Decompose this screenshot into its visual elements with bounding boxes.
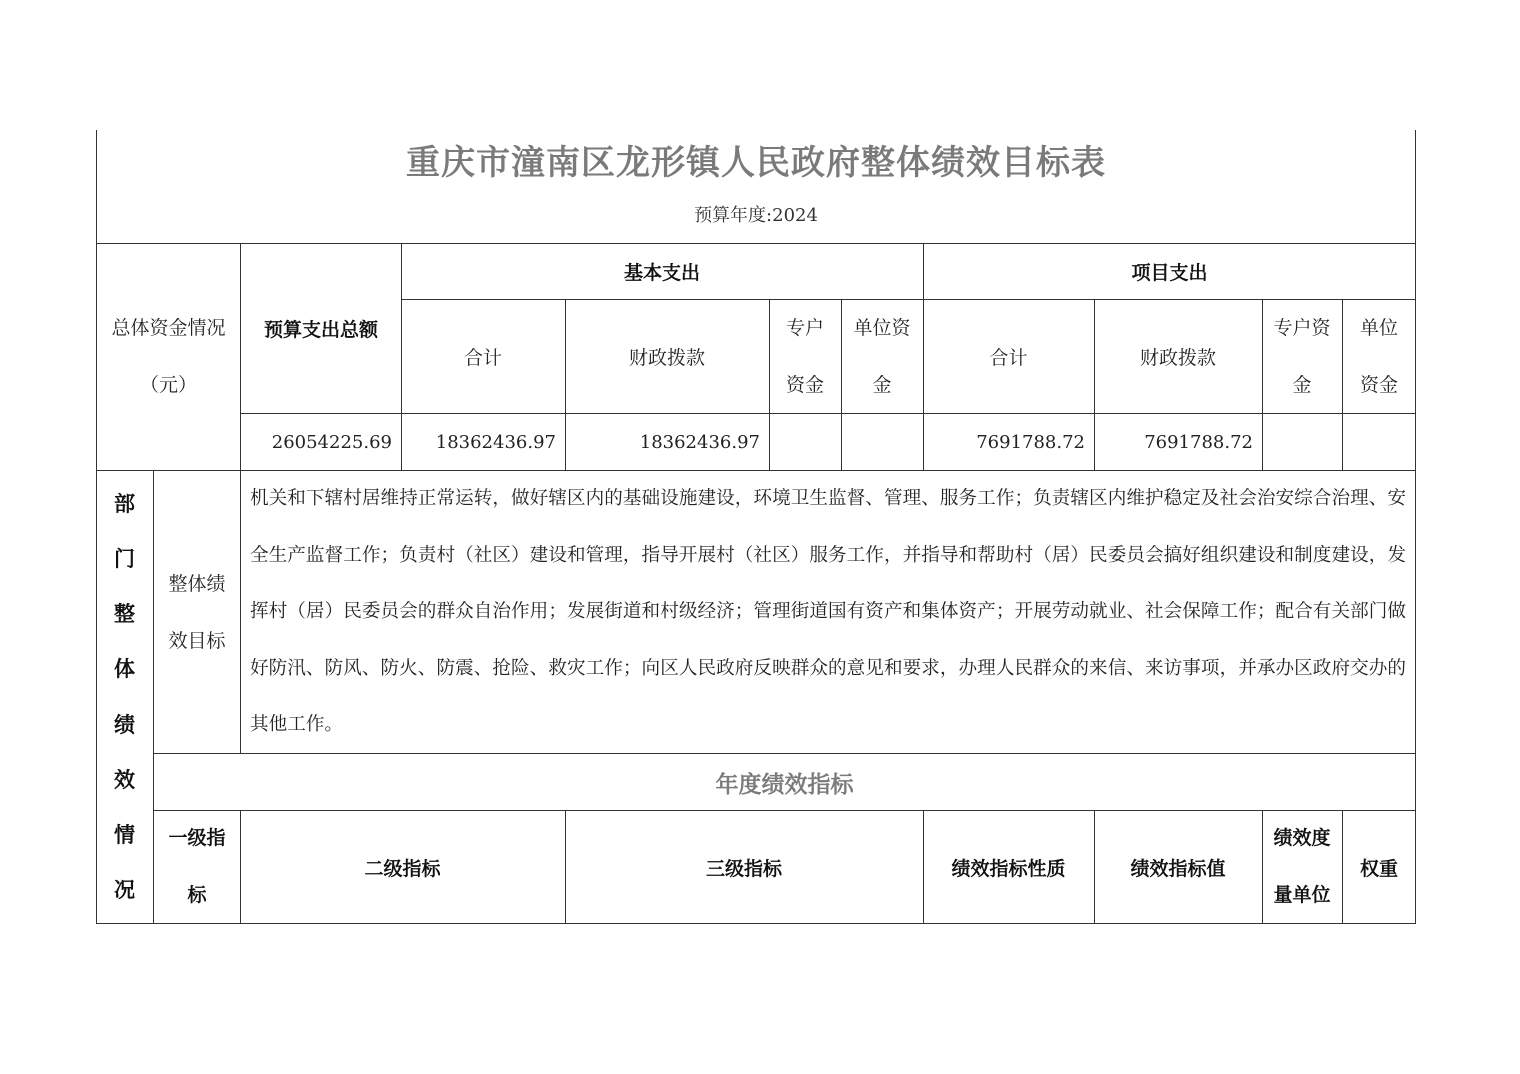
project-total-header: 合计	[989, 347, 1028, 369]
basic-total-header: 合计	[463, 347, 502, 369]
side-label-char: 效	[114, 767, 135, 792]
measurement-unit-header: 绩效度量单位	[1273, 827, 1331, 906]
funding-row-label: 总体资金情况（元）	[111, 317, 226, 396]
project-unit-value	[1342, 414, 1416, 470]
rule-v-240-goal	[240, 470, 241, 754]
border-bottom	[96, 923, 1416, 924]
side-label-char: 部	[114, 492, 135, 517]
project-unit-header: 单位资金	[1359, 316, 1398, 396]
budget-year-label: 预算年度:2024	[694, 205, 818, 226]
basic-expenditure-header: 基本支出	[623, 262, 700, 284]
project-total-value: 7691788.72	[976, 431, 1085, 453]
project-special-header: 专户资金	[1273, 316, 1331, 396]
side-label-char: 绩	[114, 712, 135, 737]
project-special-value	[1262, 414, 1342, 470]
basic-unit-header: 单位资金	[853, 316, 911, 396]
project-fiscal-header: 财政拨款	[1139, 347, 1216, 369]
annual-indicators-title: 年度绩效指标	[715, 771, 854, 798]
overall-goal-label: 整体绩效目标	[168, 573, 226, 652]
level2-indicator-header: 二级指标	[364, 857, 441, 880]
side-label-char: 整	[114, 602, 135, 627]
side-label-char: 门	[114, 547, 135, 572]
basic-fiscal-value: 18362436.97	[639, 431, 760, 453]
side-label-char: 况	[114, 877, 135, 902]
total-budget-header: 预算支出总额	[263, 318, 378, 341]
side-label-char: 情	[114, 822, 135, 847]
side-label-char: 体	[114, 657, 135, 682]
indicator-nature-header: 绩效指标性质	[951, 857, 1066, 880]
document-title: 重庆市潼南区龙形镇人民政府整体绩效目标表	[406, 142, 1106, 183]
project-expenditure-header: 项目支出	[1131, 262, 1208, 284]
rule-v-153	[153, 470, 154, 924]
basic-fiscal-header: 财政拨款	[628, 347, 705, 369]
total-budget-value: 26054225.69	[271, 431, 392, 453]
basic-unit-value	[841, 414, 923, 470]
level3-indicator-header: 三级指标	[705, 857, 782, 880]
basic-special-header: 专户资金	[785, 316, 824, 396]
indicator-value-header: 绩效指标值	[1130, 857, 1226, 880]
level1-indicator-header: 一级指标	[168, 827, 226, 906]
project-fiscal-value: 7691788.72	[1144, 431, 1253, 453]
basic-special-value	[769, 414, 841, 470]
basic-total-value: 18362436.97	[435, 431, 556, 453]
department-performance-side-label	[96, 471, 153, 924]
weight-header: 权重	[1359, 857, 1398, 880]
overall-goal-text: 机关和下辖村居维持正常运转，做好辖区内的基础设施建设，环境卫生监督、管理、服务工作；负责辖区内维护稳定及社会治安综合治理、安全生产监督工作；负责村（社区）建设和管理，指导开展村（社区）服务工作，并指导和帮助村（居）民委员会搞好组织建设和制度建设，发挥村（居）民委员会的群众自治作用；发展街道和村级经济；管理街道国有资产和集体资产；开展劳动就业、社会保障工作；配合有关部门做好防汛、防风、防火、防震、抢险、救灾工作；向区人民政府反映群众的意见和要求，办理人民群众的来信、来访事项，并承办区政府交办的其他工作。	[250, 488, 1406, 735]
